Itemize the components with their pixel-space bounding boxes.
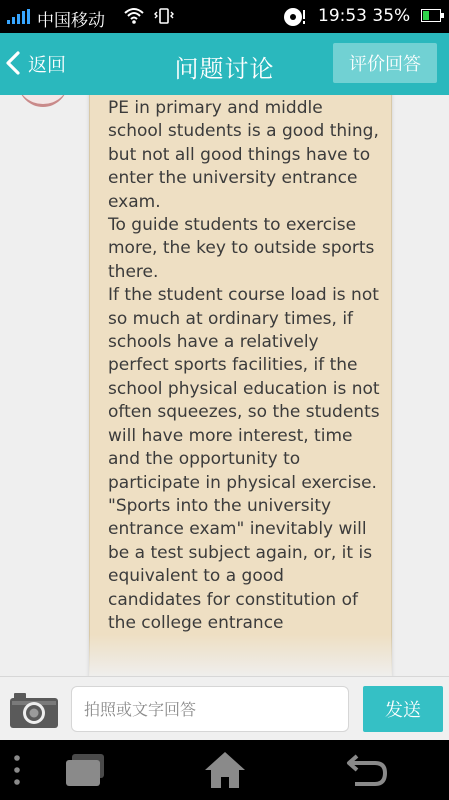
answer-input[interactable] [71, 686, 349, 732]
system-nav-bar [0, 740, 449, 800]
camera-icon[interactable] [9, 691, 59, 729]
signal-icon [7, 9, 31, 24]
alarm-icon [283, 5, 306, 28]
battery-icon [421, 9, 441, 22]
vibrate-icon [154, 7, 174, 25]
back-label: 返回 [28, 53, 67, 76]
wifi-icon [124, 7, 144, 24]
page-title: 问题讨论 [174, 55, 275, 83]
header-bar [0, 33, 449, 95]
status-time: 19:53 35% [318, 6, 411, 26]
scroll-fade [89, 635, 392, 676]
battery-percent: 35% [372, 6, 411, 26]
back-arrow-icon[interactable] [345, 752, 389, 788]
recent-apps-icon[interactable] [62, 752, 106, 788]
send-button[interactable]: 发送 [363, 686, 443, 732]
discussion-content[interactable] [0, 95, 449, 676]
avatar[interactable] [18, 95, 68, 107]
answer-input-bar [0, 676, 449, 741]
home-icon[interactable] [203, 750, 247, 790]
answer-card [89, 95, 392, 676]
evaluate-answer-button[interactable]: 评价回答 [333, 43, 437, 83]
answer-text: PE in primary and middle school students is a good thing, but not all good things have to enter the university entrance exam. To guide students to exercise more, the key to outside sports there. If the student course load is not so much at ordinary times, if schools have a relatively perfect sports facilities, if the school physical education is not often squeezes, so the students will have more interest, time and the opportunity to participate in physical exercise. "Sports into the university entrance exam" inevitably will be a test subject again, or, it is equivalent to a good candidates for constitution of the college entrance [108, 98, 380, 633]
carrier-name: 中国移动 [37, 11, 105, 31]
menu-icon[interactable] [13, 754, 21, 786]
status-bar [0, 0, 449, 33]
